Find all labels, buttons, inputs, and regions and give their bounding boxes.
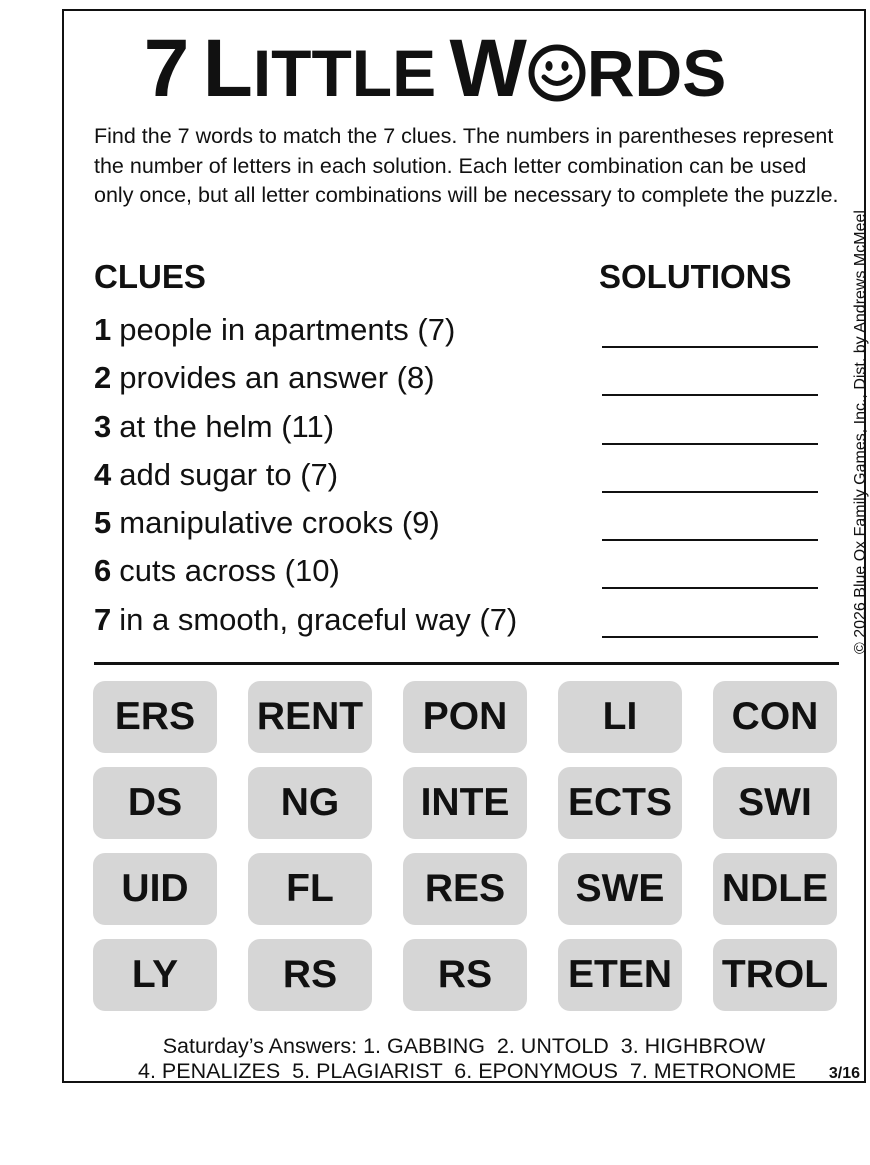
clue-item [94,549,834,597]
puzzle-title [0,22,870,116]
clue-text: at the helm (11) [119,408,335,444]
letter-tile[interactable]: RES [403,853,527,925]
puzzle-date: 3/16 [828,1065,860,1082]
letter-tile[interactable]: PON [403,681,527,753]
clue-text: in a smooth, graceful way (7) [119,601,518,637]
solutions-header: SOLUTIONS [599,258,792,295]
letter-tile[interactable]: NDLE [713,853,837,925]
letter-tile[interactable]: RENT [248,681,372,753]
clue-number: 5 [94,505,112,541]
solution-blank[interactable] [602,346,818,348]
letter-tile[interactable]: ETEN [558,939,682,1011]
section-divider [94,662,839,665]
clue-item [94,501,834,549]
clue-text: people in apartments (7) [119,312,456,347]
letter-tile[interactable]: INTE [403,767,527,839]
answers-line-1: Saturday’s Answers: 1. GABBING 2. UNTOLD 3. HIGHBROW [162,1034,766,1058]
clue-list [94,308,834,646]
previous-answers [62,1034,866,1084]
clue-number: 7 [94,601,112,637]
clue-number: 1 [94,312,112,347]
solution-blank[interactable] [602,539,818,541]
title-number: 7 [143,23,190,114]
letter-tile[interactable]: DS [93,767,217,839]
clue-text: manipulative crooks (9) [119,505,440,541]
letter-tile[interactable]: TROL [713,939,837,1011]
solution-blank[interactable] [602,587,818,589]
solution-blank[interactable] [602,491,818,493]
letter-tile[interactable]: FL [248,853,372,925]
clue-item [94,598,834,646]
letter-tile[interactable]: ECTS [558,767,682,839]
title-words-rest: RDS [586,36,727,110]
clue-text: cuts across (10) [119,553,340,589]
clue-number: 6 [94,553,112,589]
letter-tile[interactable]: NG [248,767,372,839]
answers-line-2: 4. PENALIZES 5. PLAGIARIST 6. EPONYMOUS 7. METRONOME [138,1059,796,1083]
letter-tiles-grid [93,681,839,1011]
letter-tile[interactable]: LY [93,939,217,1011]
letter-tile[interactable]: UID [93,853,217,925]
clue-number: 2 [94,360,112,396]
letter-tile[interactable]: RS [403,939,527,1011]
clues-header: CLUES [94,258,206,295]
letter-tile[interactable]: CON [713,681,837,753]
copyright-credit: © 2026 Blue Ox Family Games, Inc., Dist. by Andrews McMeel [852,210,869,654]
clue-item [94,356,834,404]
smiley-face-icon [528,44,586,107]
clue-text: add sugar to (7) [119,456,339,492]
clue-number: 4 [94,456,112,492]
solution-blank[interactable] [602,636,818,638]
title-little-rest: ITTLE [252,36,437,110]
solution-blank[interactable] [602,443,818,445]
title-little-initial: L [202,23,253,114]
letter-tile[interactable]: LI [558,681,682,753]
instructions: Find the 7 words to match the 7 clues. The numbers in parentheses represent the number of letters in each solution. Each letter combination can be used only once, but all letter combinations will be necessary to complete the puzzle. [94,124,839,207]
letter-tile[interactable]: SWI [713,767,837,839]
clue-item [94,405,834,453]
clue-item [94,453,834,501]
clue-item [94,308,834,356]
letter-tile[interactable]: ERS [93,681,217,753]
letter-tile[interactable]: RS [248,939,372,1011]
solution-blank[interactable] [602,394,818,396]
letter-tile[interactable]: SWE [558,853,682,925]
clue-number: 3 [94,408,112,444]
title-words-initial: W [449,23,527,114]
clue-text: provides an answer (8) [119,360,435,396]
